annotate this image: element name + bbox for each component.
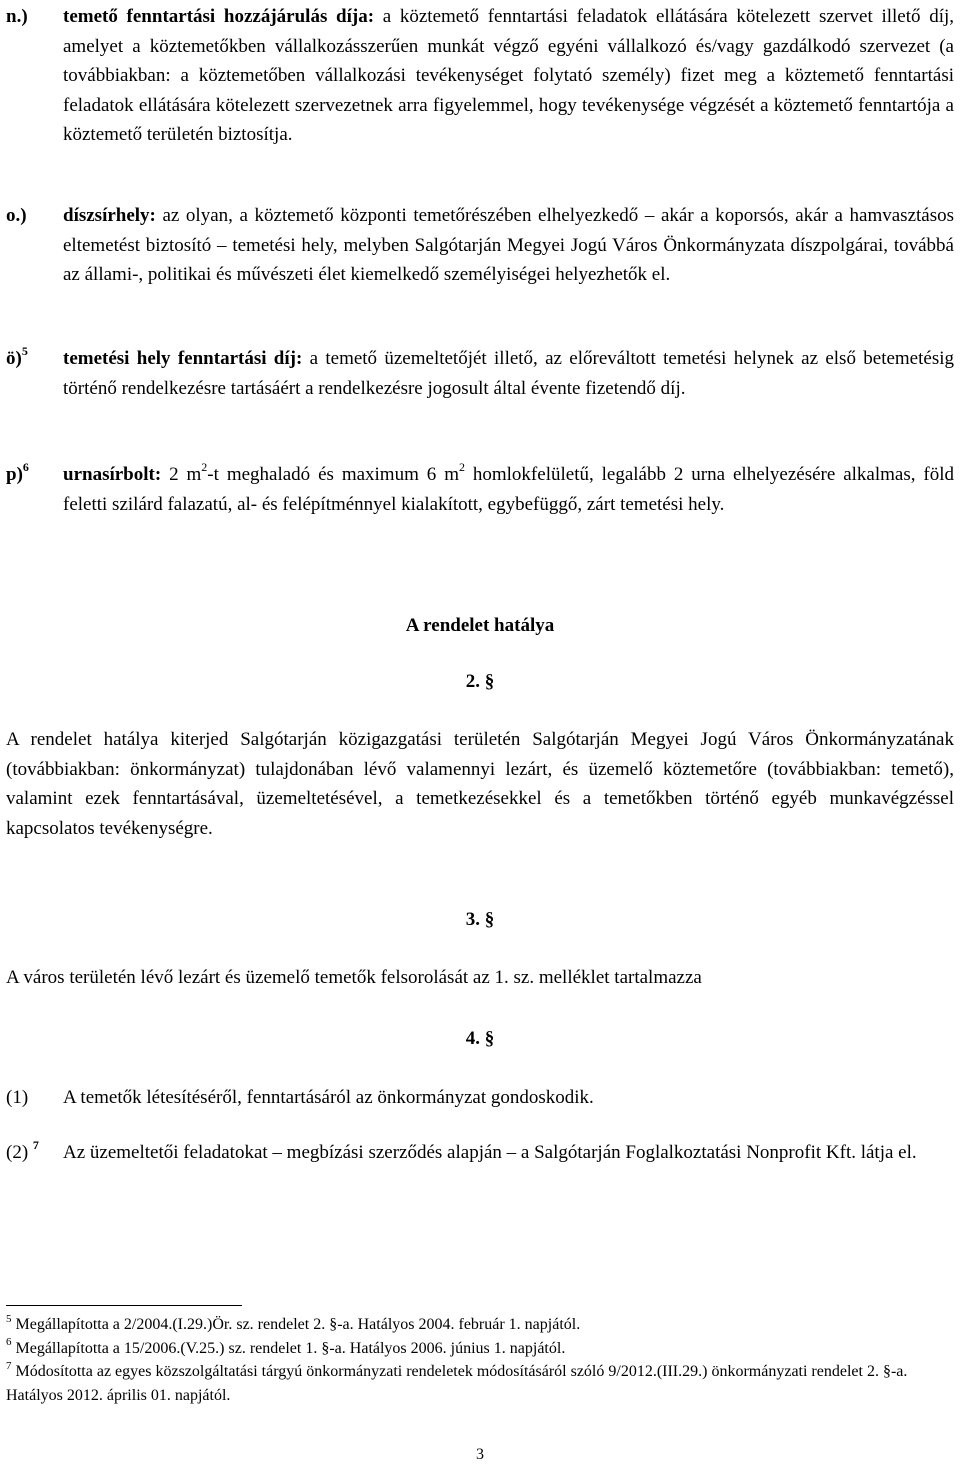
definition-oe [6,344,954,403]
footnote-ref: 5 [21,343,28,358]
section-number-2: 2. § [465,671,495,692]
definition-label: p)$^6$ [6,459,29,485]
section-4-item-2 [6,1138,954,1168]
definition-n [6,2,954,150]
definition-text: temető fenntartási hozzájárulás díja: a köztemető fenntartási feladatok ellátására kötelezett szervet illető díj, amelyet a köztemetőkben vállalkozásszerűen munkát végző egyéni vállalkozó és/vagy gazdálkodó szervezet (a továbbiakban: a köztemetőben vállalkozási tevékenységet folytató személy) fizet meg a köztemető fenntartási feladatok ellátására kötelezett szervezetnek arra figyelemmel, hogy tevékenysége végzését a köztemető fenntartója a köztemető területén biztosítja. [63,6,955,145]
section-title: A rendelet hatálya [405,615,555,636]
definition-label: o.) [6,205,27,226]
page-number: 3 [476,1446,484,1463]
footnote-divider [6,1305,242,1306]
item-text: Az üzemeltetői feladatokat – megbízási szerződés alapján – a Salgótarján Foglalkoztatási Nonprofit Kft. látja el. [63,1142,917,1163]
definition-label: n.) [6,6,28,27]
definition-text: urnasírbolt: 2 $m^2-t$ meghaladó és maximum 6 $m^2$ homlokfelületű, legalább 2 urna elhelyezésére alkalmas, föld feletti szilárd falazatú, al- és felépítménnyel kialakított, egybefüggő, zárt temetési hely. [63,459,954,515]
footnotes [6,1313,954,1407]
item-label: (1) [6,1087,29,1108]
section-number-4: 4. § [465,1028,495,1049]
definition-term: urnasírbolt: [63,464,162,485]
section-number-3: 3. § [465,909,495,930]
definition-term: temető fenntartási hozzájárulás díja: [63,6,375,27]
footnote: $^5$ Megállapította a 2/2004.(I.29.)Ör. sz. rendelet 2. §-a. Hatályos 2004. február 1. napjától. [6,1312,581,1333]
footnote: $^7$ Módosította az egyes közszolgáltatási tárgyú önkormányzati rendeletek módosításáról szóló 9/2012.(III.29.) önkormányzati rendelet 2. §-a. Hatályos 2012. április 01. napjától. [6,1359,908,1404]
definition-o [6,201,954,290]
definition-text: díszsírhely: az olyan, a köztemető központi temetőrészében elhelyezkedő – akár a koporsós, akár a hamvasztásos eltemetést biztosító – temetési hely, melyben Salgótarján Megyei Jogú Város Önkormányzata díszpolgárai, továbbá az állami-, politikai és művészeti élet kiemelkedő személyiségei helyezhetők el. [63,205,954,285]
definition-term: temetési hely fenntartási díj: [63,348,303,369]
definition-label: ö)$^5$ [6,343,28,369]
section-2-text: A rendelet hatálya kiterjed Salgótarján közigazgatási területén Salgótarján Megyei Jogú Város Önkormányzatának (továbbiakban: önkormányzat) tulajdonában lévő valamennyi lezárt, és üzemelő köztemetőre (továbbiakban: temető), valamint ezek fenntartásával, üzemeltetésével, a temetkezésekkel és a temetőkben történő egyéb munkavégzéssel kapcsolatos tevékenységre. [6,729,954,839]
section-4-item-1 [6,1083,954,1113]
definition-p [6,460,954,519]
item-label: (2) $^7$ [6,1137,39,1163]
footnote-ref: 6 [22,459,29,474]
definition-text: temetési hely fenntartási díj: a temető üzemeltetőjét illető, az előreváltott temetési helynek az első betemetésig történő rendelkezésre tartásáért a rendelkezésre jogosult által évente fizetendő díj. [63,348,955,399]
item-text: A temetők létesítéséről, fenntartásáról az önkormányzat gondoskodik. [63,1087,594,1108]
section-3-text: A város területén lévő lezárt és üzemelő temetők felsorolását az 1. sz. melléklet tartalmazza [6,967,702,988]
definition-term: díszsírhely: [63,205,156,226]
footnote-ref: 7 [32,1137,39,1152]
footnote: $^6$ Megállapította a 15/2006.(V.25.) sz. rendelet 1. §-a. Hatályos 2006. június 1. napjától. [6,1336,566,1357]
